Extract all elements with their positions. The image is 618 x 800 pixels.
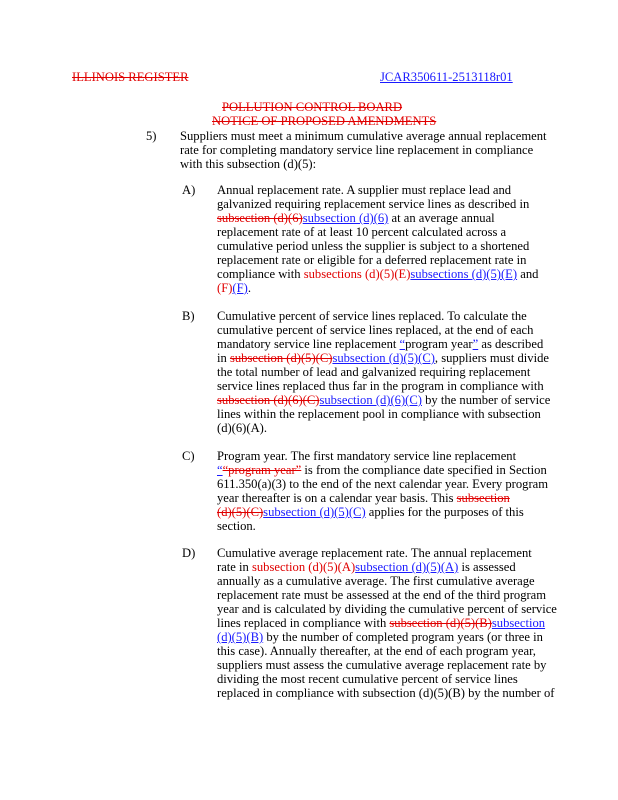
board-title: POLLUTION CONTROL BOARD [222,100,403,114]
text-run: lines replaced in compliance with [217,616,390,630]
text-run: applies for the purposes of this [365,505,524,519]
inserted-text: “ [217,463,223,477]
deleted-text: subsection (d)(5)(B) [389,616,492,630]
subitem-line [217,211,495,225]
text-run: this case). Annually thereafter, at the end of each program year, [217,644,536,658]
inserted-text: (d)(5)(B) [217,630,264,644]
deleted-text: subsection (d)(5)(C) [229,351,333,365]
text-run: annually as a cumulative average. The first cumulative average [217,574,535,588]
text-run: galvanized requiring replacement service lines as described in [217,197,530,211]
text-run: , suppliers must divide [434,351,549,365]
subitem-line [217,519,256,533]
text-run: replaced in compliance with subsection (d)(5)(B) by the number of [217,686,555,700]
revised-text: subsections (d)(5)(E) [303,267,411,281]
subitem-letter: D) [182,546,196,560]
inserted-text: ” [472,337,479,351]
subitem-line [217,477,548,491]
text-run: compliance with [217,267,304,281]
subitem-line [217,658,546,672]
text-run: cumulative period unless the supplier is subject to a shortened [217,239,530,253]
deleted-text: (d)(5)(C) [217,505,264,519]
subitem-line [217,546,532,560]
text-run: rate in [217,560,252,574]
item-line: with this subsection (d)(5): [180,157,317,171]
text-run: dividing the most recent cumulative percent of service lines [217,672,518,686]
inserted-text: subsection (d)(5)(C) [263,505,366,519]
text-run: replacement rate or eligible for a deferred replacement rate in [217,253,527,267]
subitem-line [217,421,267,435]
text-run: as described [478,337,544,351]
subitem-line [217,365,530,379]
subitem-line [217,588,546,602]
subitem-line [217,686,554,700]
text-run: Cumulative average replacement rate. The annual replacement [217,546,532,560]
subitem-line [217,616,545,630]
item-line: Suppliers must meet a minimum cumulative average annual replacement [180,129,547,143]
inserted-text: subsections (d)(5)(E) [410,267,518,281]
subitem-line [217,239,529,253]
subitem-line [217,449,516,463]
text-run: by the number of completed program years (or three in [263,630,543,644]
text-run: Annual replacement rate. A supplier must replace lead and [217,183,512,197]
deleted-text: subsection (d)(6)(C) [217,393,320,407]
text-run: the total number of lead and galvanized requiring replacement [217,365,531,379]
inserted-text: subsection (d)(6) [302,211,389,225]
inserted-text: subsection (d)(6)(C) [319,393,422,407]
text-run: by the number of service [421,393,551,407]
text-run: year thereafter is on a calendar year basis. This [217,491,457,505]
text-run: program year [405,337,473,351]
subitem-line [217,672,518,686]
text-run: year and is calculated by dividing the cumulative percent of service [217,602,557,616]
subitem-line [217,602,557,616]
inserted-text: subsection (d)(5)(C) [332,351,435,365]
text-run: and [517,267,539,281]
subitem-letter: B) [182,309,195,323]
register-header: ILLINOIS REGISTER [72,70,189,84]
deleted-text: subsection (d)(6) [217,211,303,225]
text-run: suppliers must assess the cumulative average replacement rate by [217,658,547,672]
subitem-line [217,491,510,505]
subitem-line [217,379,544,393]
subitem-line [217,225,506,239]
subitem-line [217,630,543,644]
subitem-line [217,574,535,588]
subitem-line [217,197,529,211]
inserted-text: (F) [232,281,248,295]
text-run: service lines replaced thus far in the program in compliance with [217,379,544,393]
text-run: 611.350(a)(3) to the end of the next calendar year. Every program [217,477,549,491]
subitem-line [217,463,547,477]
subitem-line [217,351,549,365]
subitem-line [217,407,541,421]
text-run: Program year. The first mandatory service line replacement [217,449,517,463]
text-run: (d)(6)(A). [217,421,267,435]
text-run: in [217,351,230,365]
subitem-line [217,505,524,519]
notice-title: NOTICE OF PROPOSED AMENDMENTS [212,114,437,128]
item-number: 5) [146,129,157,143]
subitem-line [217,267,538,281]
subitem-letter: C) [182,449,195,463]
subitem-letter: A) [182,183,196,197]
text-run: section. [217,519,256,533]
inserted-text: “ [399,337,406,351]
text-run: lines within the replacement pool in compliance with subsection [217,407,541,421]
text-run: mandatory service line replacement [217,337,400,351]
subitem-line [217,281,251,295]
revised-text: (F) [217,281,233,295]
inserted-text: subsection [491,616,546,630]
deleted-text: “program year” [222,463,302,477]
revised-text: subsection (d)(5)(A) [251,560,356,574]
text-run: at an average annual [388,211,495,225]
inserted-text: subsection (d)(5)(A) [355,560,459,574]
subitem-line [217,323,533,337]
subitem-line [217,644,536,658]
text-run: cumulative percent of service lines replaced, at the end of each [217,323,534,337]
text-run: replacement rate of at least 10 percent calculated across a [217,225,507,239]
subitem-line [217,183,511,197]
text-run: Cumulative percent of service lines replaced. To calculate the [217,309,527,323]
text-run: replacement rate must be assessed at the end of the third program [217,588,547,602]
item-line: rate for completing mandatory service line replacement in compliance [180,143,534,157]
subitem-line [217,393,550,407]
text-run: is from the compliance date specified in Section [301,463,547,477]
subitem-line [217,560,516,574]
subitem-line [217,309,527,323]
text-run: . [247,281,251,295]
subitem-line [217,253,526,267]
subitem-line [217,337,543,351]
document-id: JCAR350611-2513118r01 [380,70,513,84]
text-run: is assessed [458,560,516,574]
deleted-text: subsection [456,491,510,505]
